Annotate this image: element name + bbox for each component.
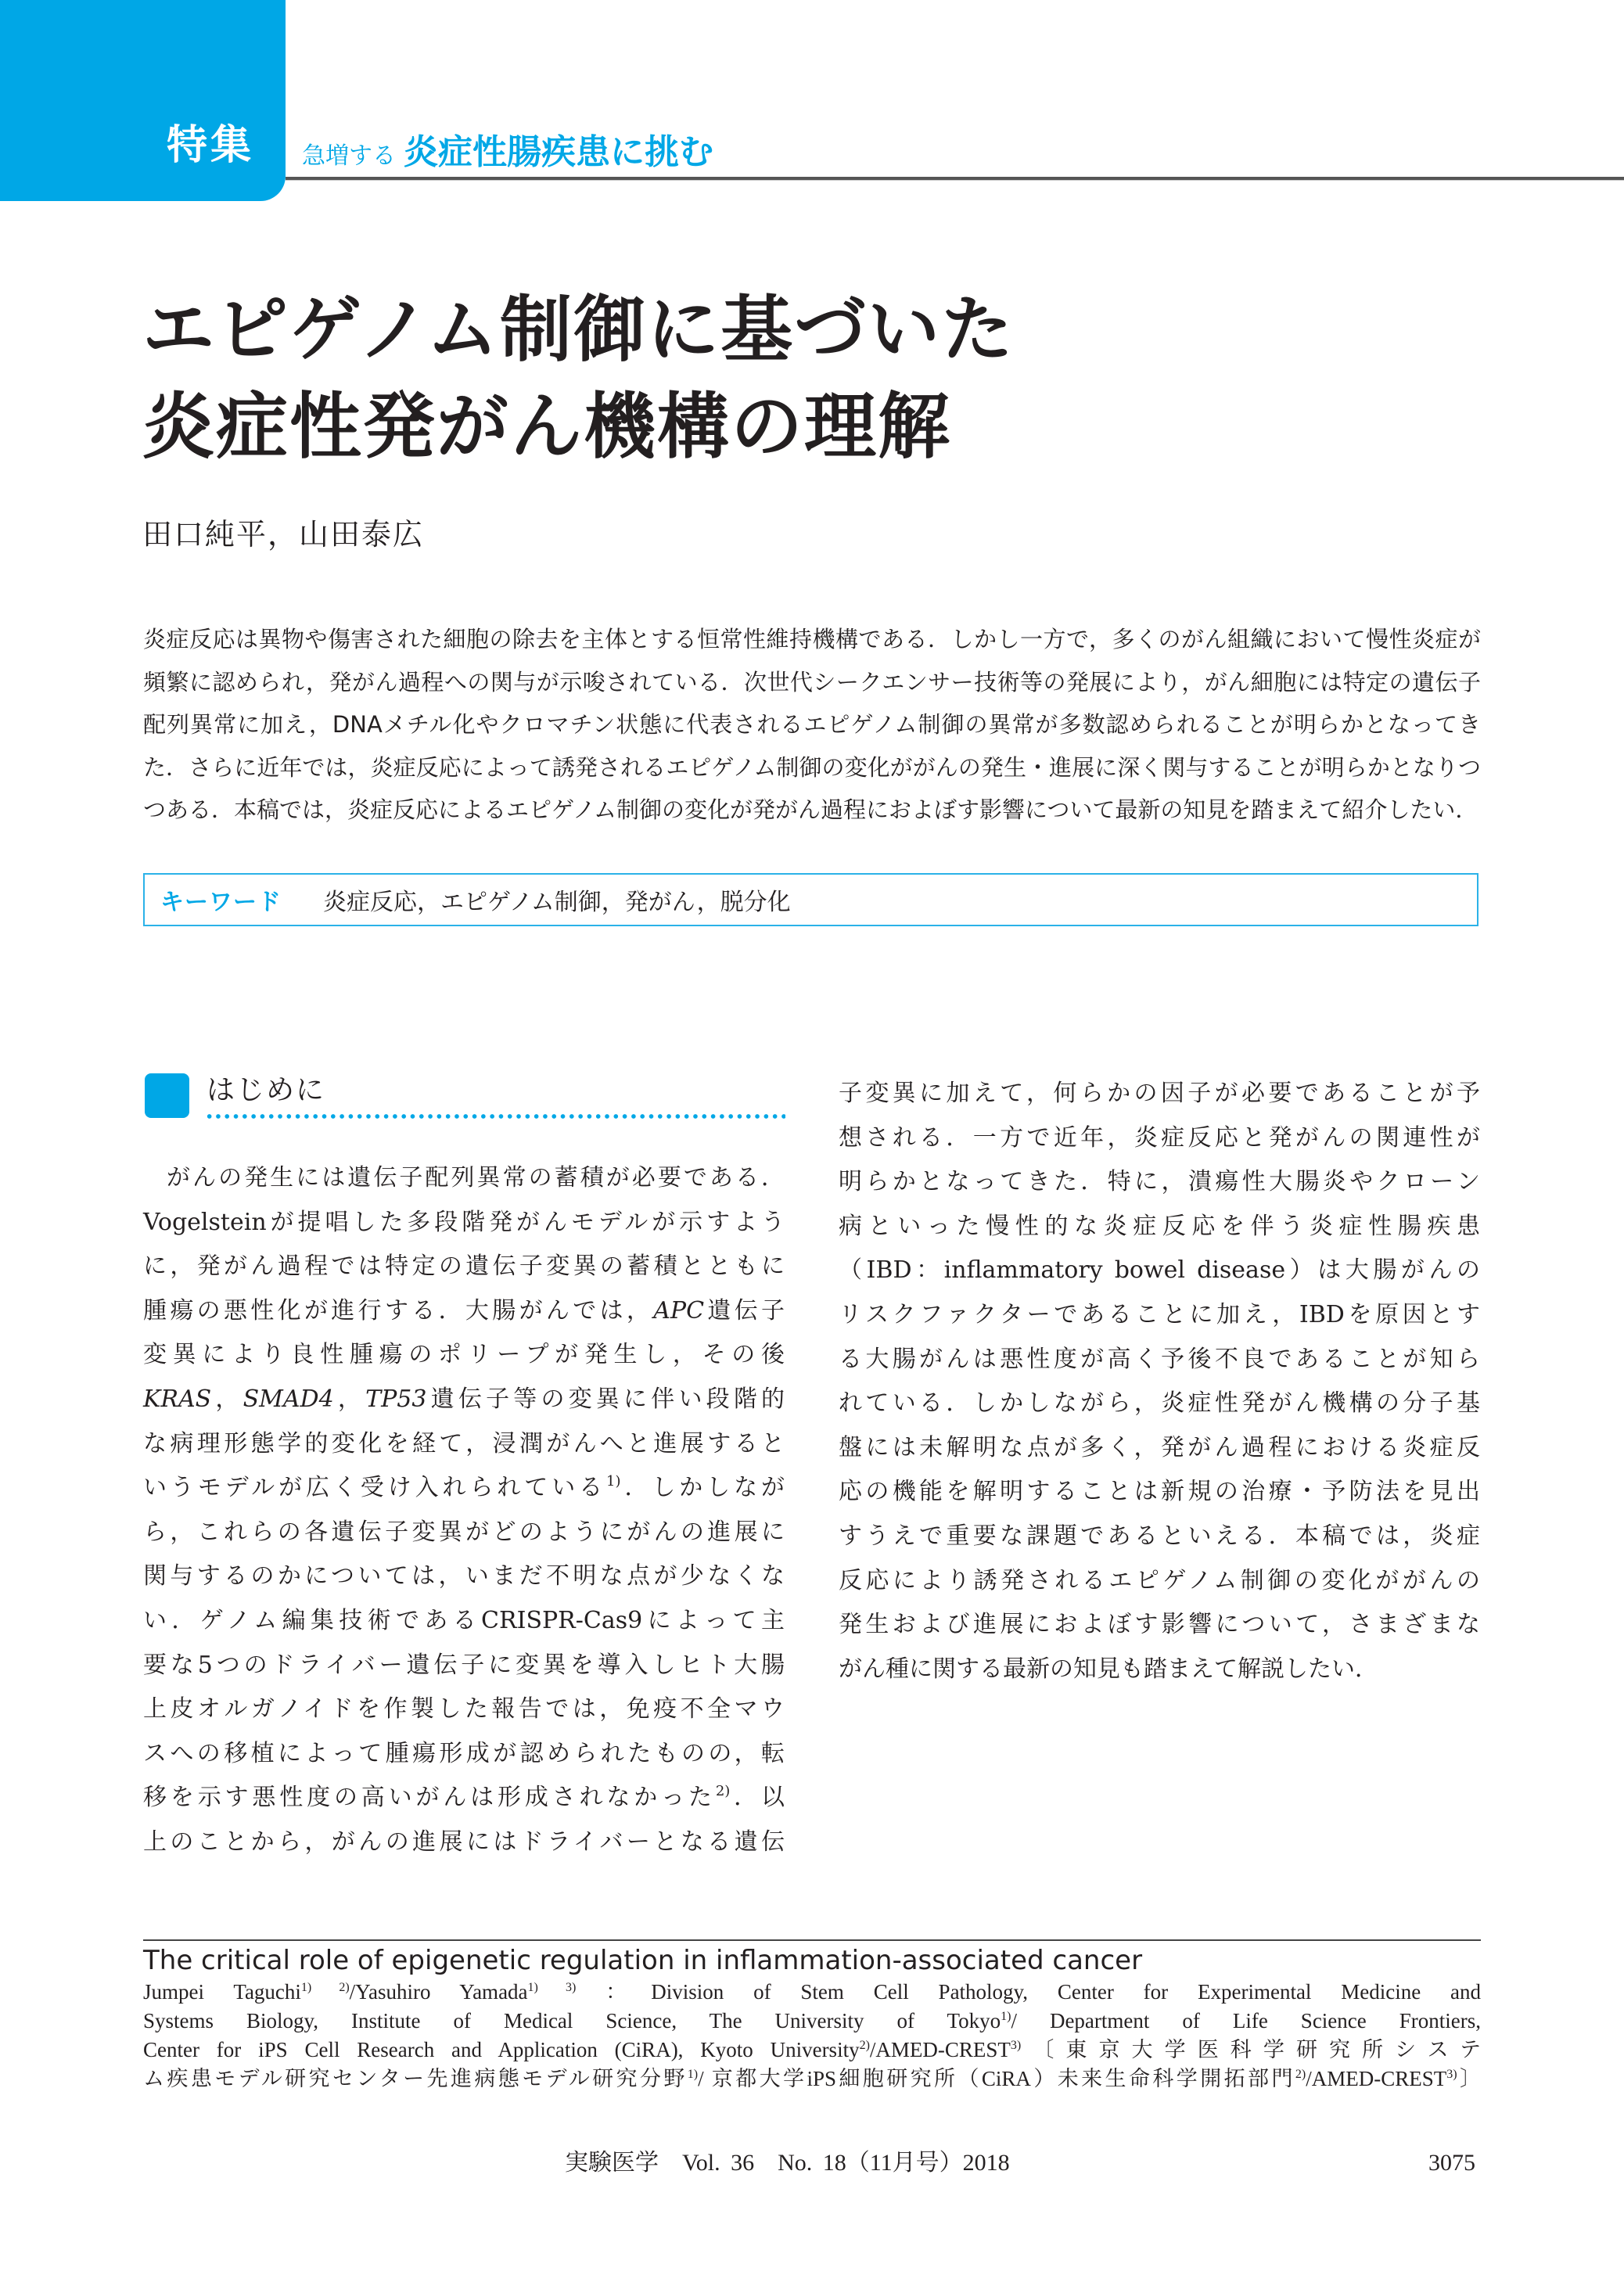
body-line: （IBD：inflammatory bowel disease）は大腸がんの [839,1256,1480,1285]
body-line [143,1466,785,1511]
affil-ref: 1) [687,2068,699,2081]
keywords-list: 炎症反応，エピゲノム制御，発がん，脱分化 [323,889,791,916]
body-line: 明らかとなってきた．特に，潰瘍性大腸炎やクローン [839,1168,1480,1196]
body-line: ら，これらの各遺伝子変異がどのようにがんの進展に [143,1518,785,1546]
affil-ref: 1) 3) [527,1981,577,1994]
affil-ref: 1) [1001,2010,1011,2023]
feature-label: 特集 [167,122,255,169]
citation-ref[interactable]: 1) [606,1473,621,1490]
header-rule [286,177,1624,181]
body-line: 応の機能を解明することは新規の治療・予防法を見出 [839,1478,1480,1506]
affil-line [143,1978,1481,2007]
body-line: 変異により良性腫瘍のポリープが発生し，その後 [143,1341,785,1369]
body-line: スへの移植によって腫瘍形成が認められたものの，転 [143,1739,785,1767]
authors: 田口純平，山田泰広 [142,517,425,552]
affil-ref: 2) [1295,2068,1306,2081]
section-dotted-rule [205,1114,785,1119]
body-text: いうモデルが広く受け入れられている [143,1474,607,1502]
english-title: The critical role of epigenetic regulation in inflammation-associated cancer [143,1945,1143,1976]
body-line: 子変異に加えて，何らかの因子が必要であることが予 [839,1080,1480,1107]
affil-line [143,2036,1481,2065]
body-line: 反応により誘発されるエピゲノム制御の変化ががんの [839,1566,1480,1594]
series-title [302,124,713,171]
body-left-column [143,1156,785,1865]
gene-smad4: SMAD4 [243,1385,334,1413]
affil-text: /AMED-CREST [1306,2067,1447,2090]
body-line: れている．しかしながら，炎症性発がん機構の分子基 [839,1389,1480,1418]
separator: ， [333,1385,366,1413]
keywords-label: キーワード [160,889,282,916]
gene-tp53: TP53 [365,1385,427,1413]
body-line: に，発がん過程では特定の遺伝子変異の蓄積とともに [143,1253,785,1281]
gene-kras: KRAS [143,1385,212,1413]
body-line: がんの発生には遺伝子配列異常の蓄積が必要である． [167,1164,785,1191]
series-prefix: 急増する [302,142,396,170]
keywords-box [143,873,1478,926]
body-text: ．以 [730,1784,785,1812]
body-line: 要な5つのドライバー遺伝子に変異を導入しヒト大腸 [143,1651,785,1679]
body-line [143,1378,785,1422]
gene-apc: APC [653,1296,705,1324]
body-line [143,1289,785,1334]
affil-text: ム疾患モデル研究センター先進病態モデル研究分野 [143,2067,688,2090]
abstract: 炎症反応は異物や傷害された細胞の除去を主体とする恒常性維持機構である．しかし一方で，多くのがん組織において慢性炎症が頻繁に認められ，発がん過程への関与が示唆されている．次世代シークエンサー技術等の発展により，がん細胞には特定の遺伝子配列異常に加え，DNAメチル化やクロマチン状態に代表されるエピゲノム制御の異常が多数認められることが明らかとなってきた．さらに近年では，炎症反応によって誘発されるエピゲノム制御の変化ががんの発生・進展に深く関与することが明らかとなりつつある．本稿では，炎症反応によるエピゲノム制御の変化が発がん過程におよぼす影響について最新の知見を踏まえて紹介したい． [143,626,1481,823]
body-line: 盤には未解明な点が多く，発がん過程における炎症反 [839,1433,1480,1461]
body-line: 発生および進展におよぼす影響について，さまざまな [839,1611,1480,1639]
affil-text: / 京都大学iPS細胞研究所（CiRA）未来生命科学開拓部門 [698,2067,1295,2090]
body-text: 遺伝子 [704,1296,785,1324]
affil-text: Center for iPS Cell Research and Application (CiRA), Kyoto University [143,2038,860,2061]
body-line: すうえで重要な課題であるといえる．本稿では，炎症 [839,1522,1480,1550]
body-line: る大腸がんは悪性度が高く予後不良であることが知ら [839,1345,1480,1373]
body-line: 上のことから，がんの進展にはドライバーとなる遺伝 [143,1828,785,1856]
title-line: エピゲノム制御に基づいた [142,288,1015,372]
affil-text: ：Division of Stem Cell Pathology, Center for Experimental Medicine and [605,1980,1482,2004]
body-line: 関与するのかについては，いまだ不明な点が少なくな [143,1562,785,1590]
body-line: がん種に関する最新の知見も踏まえて解説したい． [839,1655,1378,1683]
affil-line [143,2007,1481,2036]
author-name: /Yasuhiro Yamada [349,1980,528,2004]
body-text: 遺伝子等の変異に伴い段階的 [426,1385,785,1413]
body-right-column [839,1072,1480,1691]
affiliations [143,1978,1481,2094]
affil-text: /AMED-CREST [869,2038,1011,2061]
body-line: リスクファクターであることに加え，IBDを原因とす [839,1300,1480,1328]
body-line: Vogelsteinが提唱した多段階発がんモデルが示すよう [143,1208,785,1236]
body-text: ．しかしなが [620,1474,785,1502]
body-line: い．ゲノム編集技術であるCRISPR-Cas9によって主 [143,1606,785,1634]
affil-ref: 3) [1446,2068,1457,2081]
series-main: 炎症性腸疾患に挑む [404,132,713,172]
affil-text: 〔東京大学医科学研究所システ [1021,2038,1481,2061]
body-line: 想される．一方で近年，炎症反応と発がんの関連性が [839,1123,1480,1152]
section-heading: はじめに [207,1074,326,1106]
affil-line [143,2065,1481,2094]
journal-info: 実験医学 Vol. 36 No. 18（11月号）2018 [565,2150,1010,2176]
affil-text: Systems Biology, Institute of Medical Science, The University of Tokyo [143,2009,1001,2032]
citation-ref[interactable]: 2) [715,1783,731,1800]
page-number: 3075 [1428,2150,1475,2176]
affil-ref: 3) [1010,2039,1022,2052]
body-line: 病といった慢性的な炎症反応を伴う炎症性腸疾患 [839,1212,1480,1240]
separator: ， [211,1385,243,1413]
section-marker-icon [145,1073,189,1118]
affil-ref: 1) 2) [300,1981,350,1994]
body-text: 腫瘍の悪性化が進行する．大腸がんでは， [143,1296,654,1324]
body-text: 移を示す悪性度の高いがんは形成されなかった [143,1784,716,1812]
footnote-rule [143,1939,1481,1941]
article-title [142,282,1472,476]
body-line: な病理形態学的変化を経て，浸潤がんへと進展すると [143,1429,785,1457]
title-line: 炎症性発がん機構の理解 [142,385,952,469]
body-line: 上皮オルガノイドを作製した報告では，免疫不全マウ [143,1695,785,1723]
affil-ref: 2) [859,2039,870,2052]
author-name: Jumpei Taguchi [143,1980,301,2004]
affil-text: 〕 [1457,2067,1481,2090]
body-line [143,1776,785,1820]
affil-text: / Department of Life Science Frontiers, [1011,2009,1481,2032]
